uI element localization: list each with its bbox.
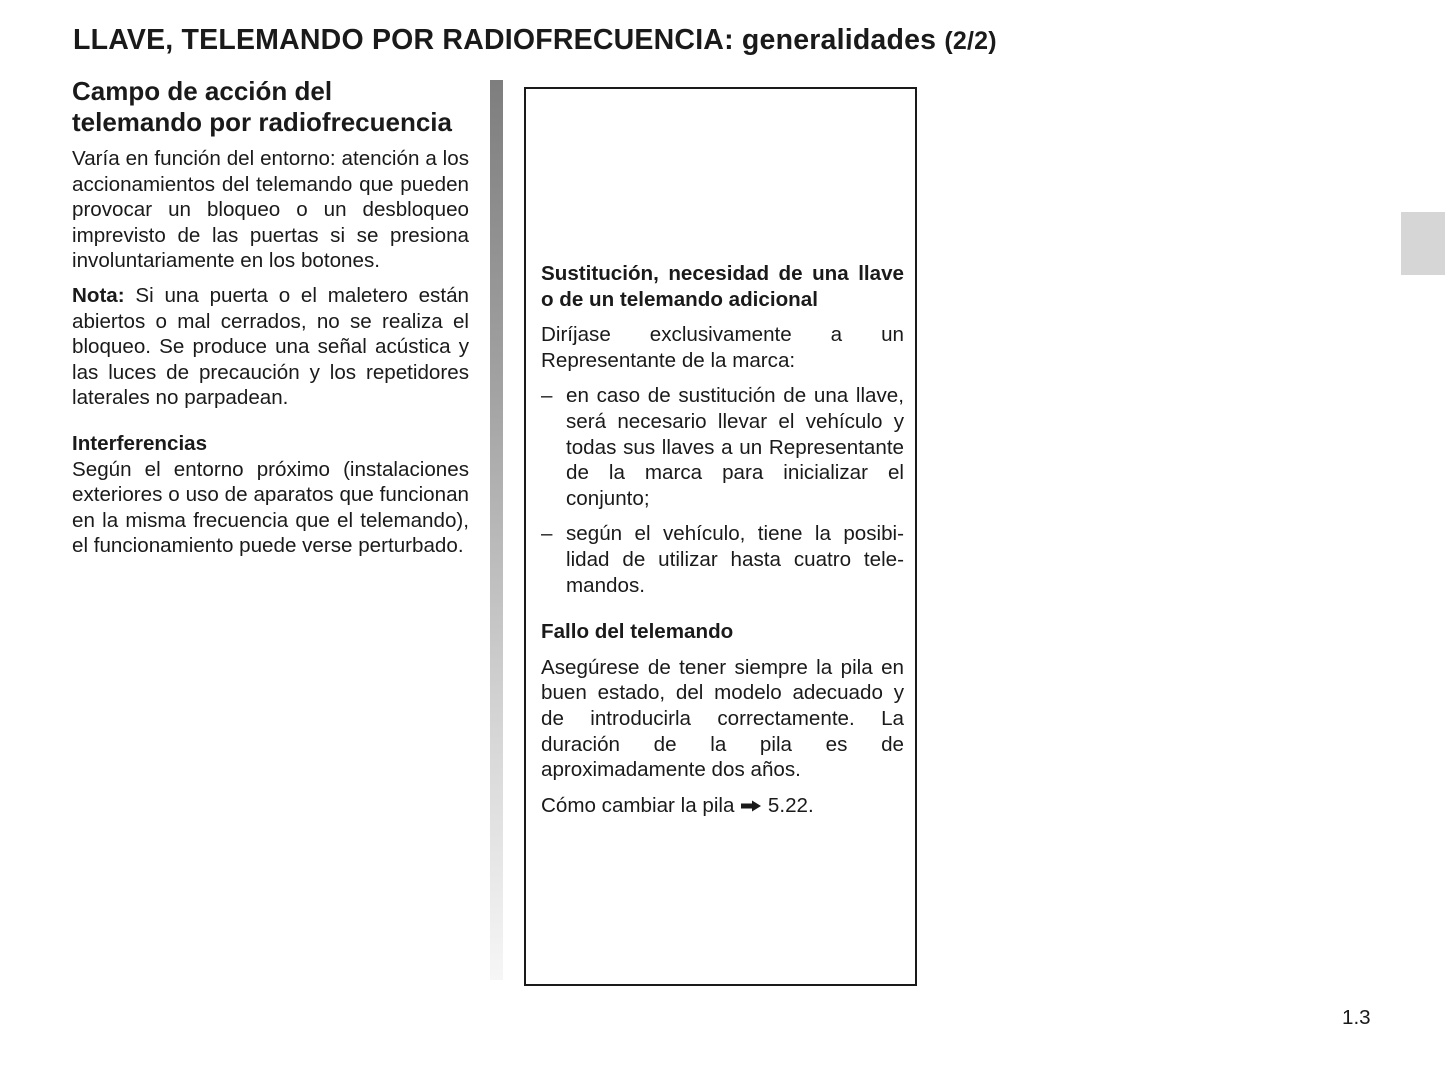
range-paragraph: Varía en función del entorno: atención a los accionamientos del telemando que pueden provocar un bloqueo o un desbloqueo imprevisto de las puertas si se presiona involuntariamente en los botones. — [72, 147, 469, 273]
left-column — [72, 76, 469, 568]
note-text: Si una puerta o el maletero están abiertos o mal cerrados, no se realiza el bloqueo. Se produce una señal acústica y las luces de precaución y los repetidores laterales no parpadean. — [72, 283, 469, 410]
reference-page: 5.22. — [767, 793, 814, 817]
failure-heading: Fallo del telemando — [541, 620, 734, 644]
title-sub: generalidades — [741, 24, 937, 56]
reference-text: Cómo cambiar la pila — [541, 793, 735, 817]
title-main: LLAVE, TELEMANDO POR RADIOFRECUENCIA: — [73, 24, 734, 56]
arrow-right-icon — [740, 800, 762, 812]
replacement-list — [541, 383, 904, 598]
info-box-content — [541, 261, 904, 828]
page-title — [73, 24, 997, 57]
interference-heading: Interferencias — [72, 431, 208, 455]
note-label: Nota: — [72, 283, 125, 307]
list-item — [541, 383, 904, 511]
column-divider-bar — [490, 80, 503, 980]
failure-paragraph: Asegúrese de tener siempre la pila en buen estado, del modelo adecuado y de introducirla correctamente. La duración de la pila es de aproximadamente dos años. — [541, 655, 904, 782]
title-page-indicator: (2/2) — [944, 27, 997, 55]
dash-bullet: – — [541, 522, 553, 546]
list-item — [541, 521, 904, 598]
dash-bullet: – — [541, 384, 553, 408]
list-item-text: según el vehículo, tiene la posibilidad de utilizar hasta cuatro telemandos. — [566, 522, 904, 597]
list-item-text: en caso de sustitución de una llave, será necesario llevar el vehículo y todas sus llaves a un Representante de la marca para inicializar el conjunto; — [566, 384, 904, 510]
note-paragraph — [72, 283, 469, 411]
interference-paragraph: Según el entorno próximo (instalaciones exteriores o uso de aparatos que funcionan en la misma frecuencia que el telemando), el funcionamiento puede verse perturbado. — [72, 457, 469, 558]
side-section-tab — [1401, 212, 1445, 275]
replacement-paragraph: Diríjase exclusivamente a un Representante de la marca: — [541, 323, 904, 372]
battery-reference — [541, 793, 904, 819]
replacement-heading: Sustitución, necesidad de una llave o de un telemando adicional — [541, 262, 904, 311]
section-heading-range: Campo de acción del telemando por radiofrecuencia — [72, 76, 452, 137]
page-number: 1.3 — [1342, 1006, 1371, 1029]
